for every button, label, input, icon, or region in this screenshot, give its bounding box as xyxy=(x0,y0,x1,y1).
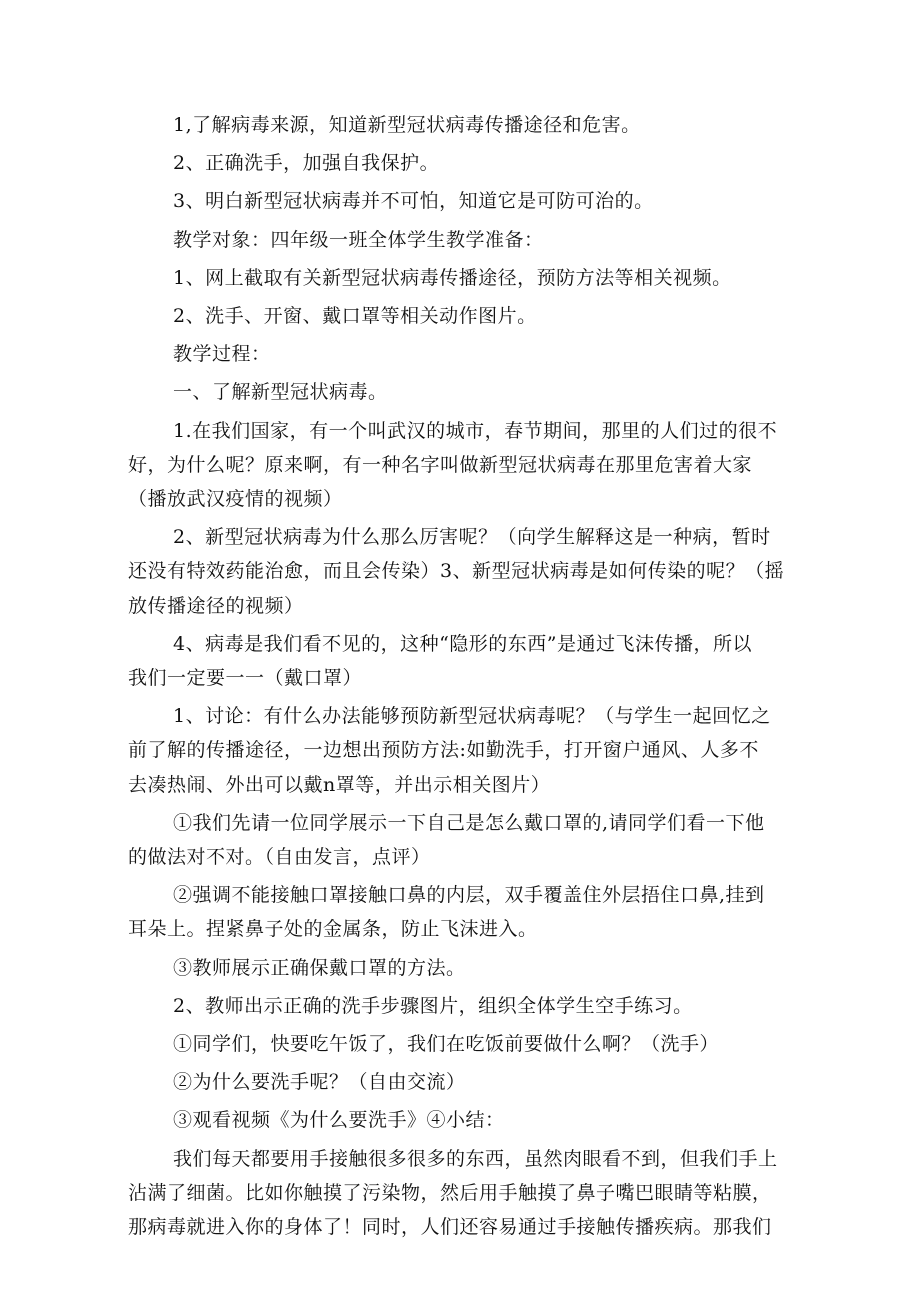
text-line: 我们一定要一一（戴口罩） xyxy=(128,667,363,690)
text-line: 一、了解新型冠状病毒。 xyxy=(173,381,388,404)
text-line: ③教师展示正确保戴口罩的方法。 xyxy=(173,956,466,979)
paragraph xyxy=(128,223,796,257)
text-line: 1.在我们国家，有一个叫武汉的城市，春节期间，那里的人们过的很不 xyxy=(173,419,778,442)
text-line: ②强调不能接触口罩接触口鼻的内层，双手覆盖住外层捂住口鼻,挂到 xyxy=(173,884,765,907)
paragraph xyxy=(128,337,796,371)
paragraph xyxy=(128,184,796,218)
paragraph xyxy=(128,1065,796,1099)
paragraph xyxy=(128,806,796,874)
paragraph xyxy=(128,261,796,295)
paragraph xyxy=(128,520,796,623)
text-line: 还没有特效药能治愈，而且会传染）3、新型冠状病毒是如何传染的呢？（摇 xyxy=(128,560,785,583)
paragraph xyxy=(128,1103,796,1137)
text-line: 我们每天都要用手接触很多很多的东西，虽然肉眼看不到，但我们手上 xyxy=(173,1147,778,1170)
document-body xyxy=(128,108,796,1244)
text-line: 3、明白新型冠状病毒并不可怕，知道它是可防可治的。 xyxy=(173,190,654,213)
paragraph xyxy=(128,299,796,333)
text-line: 那病毒就进入你的身体了！同时，人们还容易通过手接触传播疾病。那我们 xyxy=(128,1216,772,1239)
text-line: 教学过程： xyxy=(173,343,271,366)
text-line: ①同学们，快要吃午饭了，我们在吃饭前要做什么啊？（洗手） xyxy=(173,1033,720,1056)
text-line: 4、病毒是我们看不见的，这种“隐形的东西”是通过飞沫传播，所以 xyxy=(173,632,753,655)
text-line: 2、洗手、开窗、戴口罩等相关动作图片。 xyxy=(173,305,537,328)
text-line: 前了解的传播途径，一边想出预防方法:如勤洗手，打开窗户通风、人多不 xyxy=(128,739,759,762)
text-line: 去凑热闹、外出可以戴n罩等，并出示相关图片） xyxy=(128,773,551,796)
text-line: 好，为什么呢？原来啊，有一种名字叫做新型冠状病毒在那里危害着大家 xyxy=(128,453,753,476)
paragraph xyxy=(128,1142,796,1245)
paragraph xyxy=(128,414,796,517)
text-line: ①我们先请一位同学展示一下自己是怎么戴口罩的,请同学们看一下他 xyxy=(173,811,765,834)
text-line: 放传播途径的视频） xyxy=(128,594,304,617)
text-line: 2、正确洗手，加强自我保护。 xyxy=(173,152,440,175)
paragraph xyxy=(128,989,796,1023)
paragraph xyxy=(128,108,796,142)
paragraph xyxy=(128,375,796,409)
paragraph xyxy=(128,951,796,985)
text-line: 沾满了细菌。比如你触摸了污染物，然后用手触摸了鼻子嘴巴眼睛等粘膜， xyxy=(128,1181,772,1204)
text-line: ②为什么要洗手呢？（自由交流） xyxy=(173,1071,466,1094)
text-line: 1、讨论：有什么办法能够预防新型冠状病毒呢？（与学生一起回忆之 xyxy=(173,705,771,728)
text-line: 教学对象：四年级一班全体学生教学准备： xyxy=(173,228,544,251)
text-line: 2、新型冠状病毒为什么那么厉害呢？（向学生解释这是一种病，暂时 xyxy=(173,526,771,549)
text-line: ③观看视频《为什么要洗手》④小结： xyxy=(173,1109,505,1132)
text-line: 耳朵上。捏紧鼻子处的金属条，防止飞沫进入。 xyxy=(128,918,538,941)
text-line: 的做法对不对。（自由发言，点评） xyxy=(128,846,431,869)
text-line: （播放武汉疫情的视频） xyxy=(128,488,343,511)
paragraph xyxy=(128,1027,796,1061)
paragraph xyxy=(128,878,796,946)
paragraph xyxy=(128,699,796,802)
paragraph xyxy=(128,146,796,180)
text-line: 1、网上截取有关新型冠状病毒传播途径，预防方法等相关视频。 xyxy=(173,266,732,289)
text-line: 1,了解病毒来源，知道新型冠状病毒传播途径和危害。 xyxy=(173,114,641,136)
text-line: 2、教师出示正确的洗手步骤图片，组织全体学生空手练习。 xyxy=(173,994,693,1017)
paragraph xyxy=(128,627,796,695)
